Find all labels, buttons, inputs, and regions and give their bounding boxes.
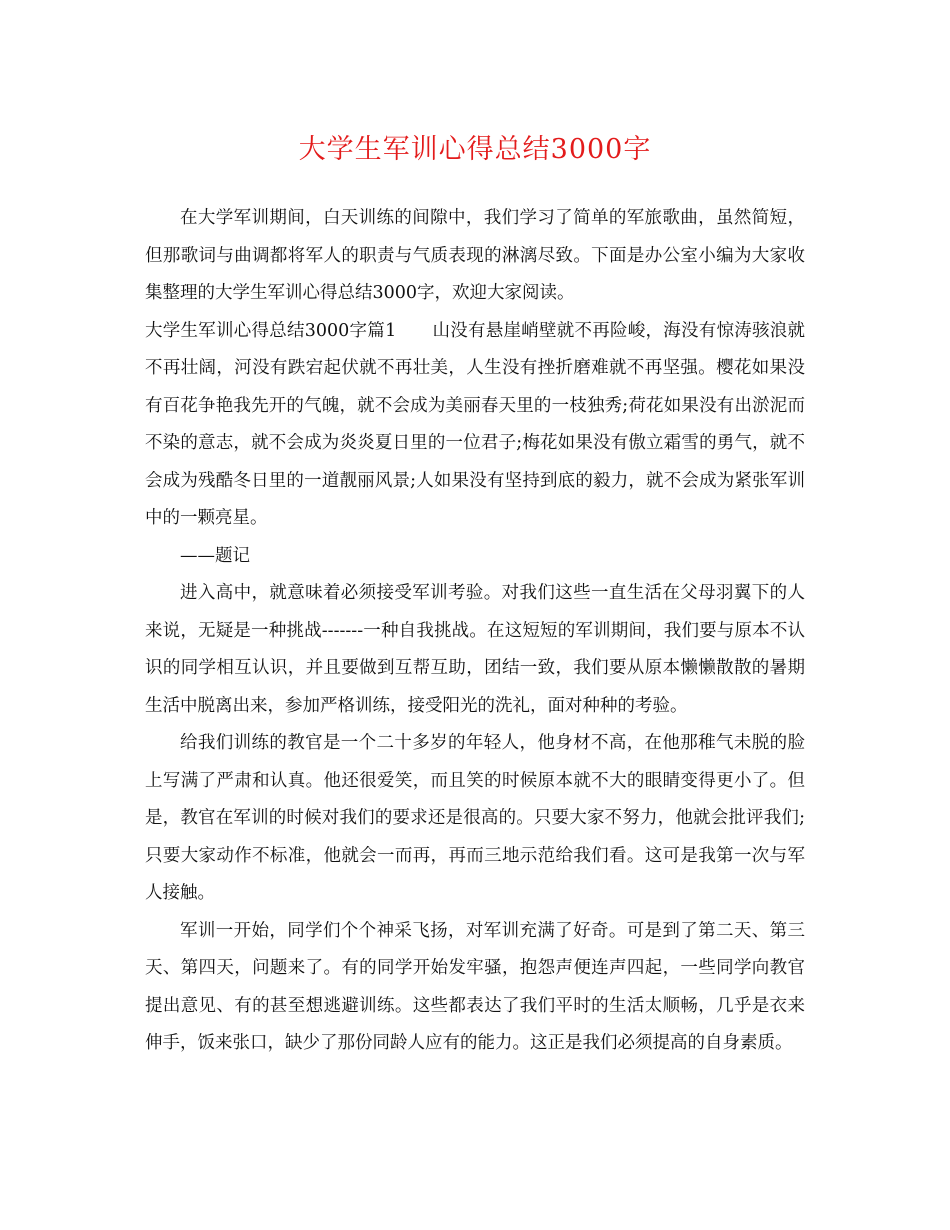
section-heading: 大学生军训心得总结3000字篇1 bbox=[145, 320, 397, 341]
document-title: 大学生军训心得总结3000字 bbox=[298, 134, 652, 165]
body-paragraph: 给我们训练的教官是一个二十多岁的年轻人，他身材不高，在他那稚气未脱的脸上写满了严肃和认真。他还很爱笑，而且笑的时候原本就不大的眼睛变得更小了。但是，教官在军训的时候对我们的要求还是很高的。只要大家不努力，他就会批评我们;只要大家动作不标准，他就会一而再，再而三地示范给我们看。这可是我第一次与军人接触。 bbox=[145, 733, 805, 903]
section-paragraph bbox=[145, 313, 805, 538]
epigraph-attribution: ——题记 bbox=[180, 545, 250, 566]
document-body bbox=[145, 200, 805, 1063]
intro-paragraph: 在大学军训期间，白天训练的间隙中，我们学习了简单的军旅歌曲，虽然简短，但那歌词与曲调都将军人的职责与气质表现的淋漓尽致。下面是办公室小编为大家收集整理的大学生军训心得总结3000字，欢迎大家阅读。 bbox=[145, 208, 805, 303]
body-paragraph: 进入高中，就意味着必须接受军训考验。对我们这些一直生活在父母羽翼下的人来说，无疑是一种挑战-------一种自我挑战。在这短短的军训期间，我们要与原本不认识的同学相互认识，并且要做到互帮互助，团结一致，我们要从原本懒懒散散的暑期生活中脱离出来，参加严格训练，接受阳光的洗礼，面对种种的考验。 bbox=[145, 583, 805, 716]
body-paragraph: 军训一开始，同学们个个神采飞扬，对军训充满了好奇。可是到了第二天、第三天、第四天，问题来了。有的同学开始发牢骚，抱怨声便连声四起，一些同学向教官提出意见、有的甚至想逃避训练。这些都表达了我们平时的生活太顺畅，几乎是衣来伸手，饭来张口，缺少了那份同龄人应有的能力。这正是我们必须提高的自身素质。 bbox=[145, 920, 805, 1053]
section-first-paragraph: 山没有悬崖峭壁就不再险峻，海没有惊涛骇浪就不再壮阔，河没有跌宕起伏就不再壮美，人生没有挫折磨难就不再坚强。樱花如果没有百花争艳我先开的气魄，就不会成为美丽春天里的一枝独秀;荷花如果没有出淤泥而不染的意志，就不会成为炎炎夏日里的一位君子;梅花如果没有傲立霜雪的勇气，就不会成为残酷冬日里的一道靓丽风景;人如果没有坚持到底的毅力，就不会成为紧张军训中的一颗亮星。 bbox=[145, 320, 806, 528]
